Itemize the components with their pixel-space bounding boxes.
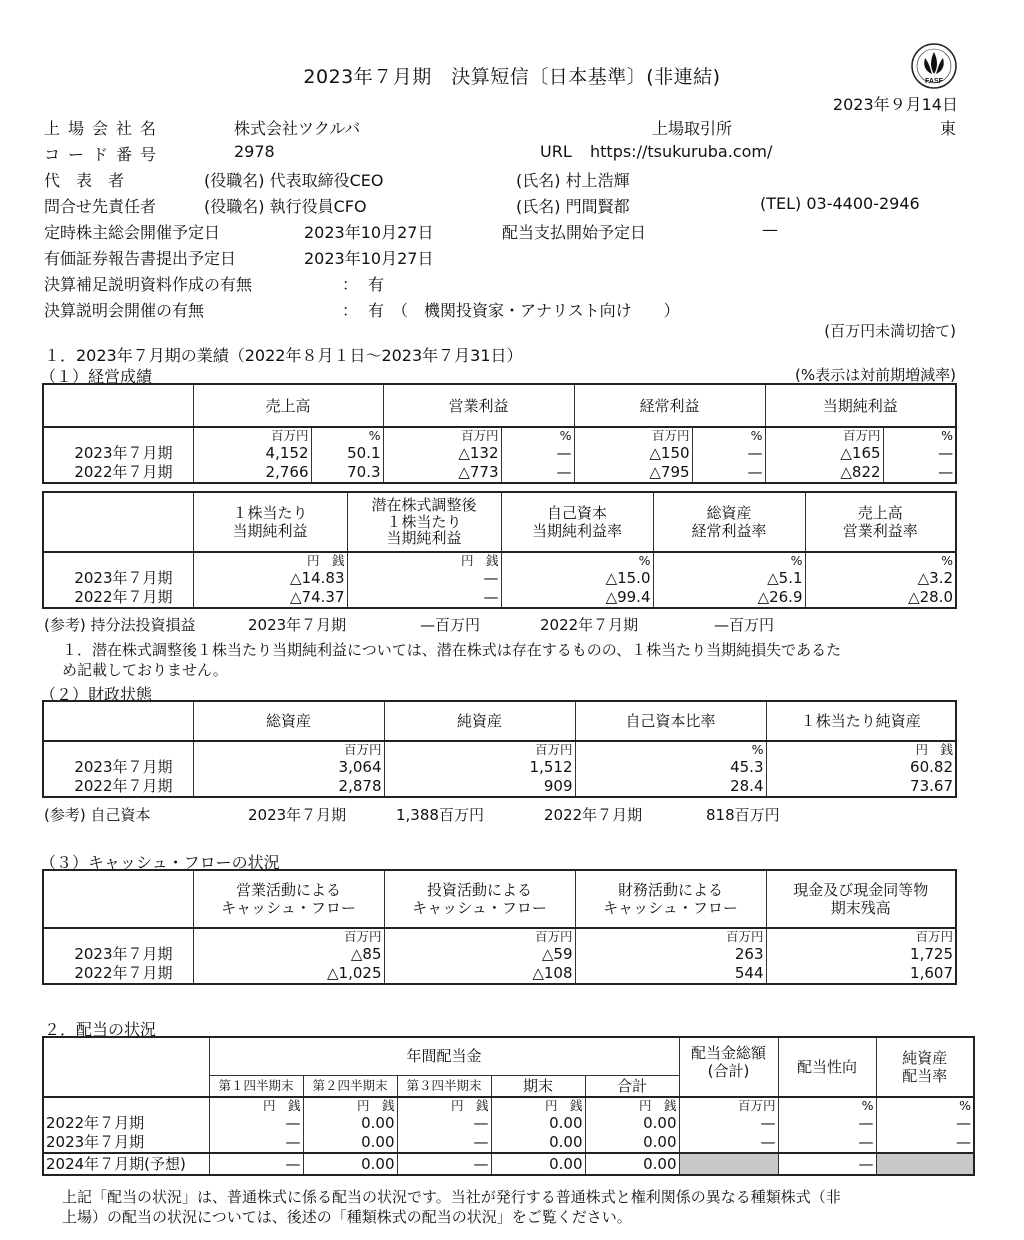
dividend-start-value: — [762, 220, 778, 239]
total-assets-cell: 百万円 3,064 2,878 [193, 741, 384, 797]
equity-ref-value1: 1,388百万円 [396, 806, 484, 824]
cashflow-title: （３）キャッシュ・フローの状況 [40, 853, 280, 872]
operating-amount-cell: 百万円 △132 △773 [383, 427, 501, 483]
corner-cell [43, 1037, 209, 1097]
url-label: URL [540, 142, 572, 161]
document-title: 2023年７月期 決算短信〔日本基準〕(非連結) [303, 66, 721, 88]
contact-title: (役職名) 執行役員CFO [204, 197, 367, 216]
col-header-total: 合計 [585, 1075, 679, 1097]
col-header-net-profit: 当期純利益 [765, 384, 956, 427]
footnote-line2: め記載しておりません。 [62, 661, 228, 679]
col-header-payout-ratio: 配当性向 [778, 1037, 876, 1097]
col-header-bps: １株当たり純資産 [766, 701, 956, 741]
corner-cell [43, 492, 193, 552]
col-header-q3: 第３四半期末 [397, 1075, 491, 1097]
section1-title: １．2023年７月期の業績（2022年８月１日～2023年７月31日） [44, 346, 523, 365]
col-header-total-assets: 総資産 [193, 701, 384, 741]
dividend-note-line2: 上場）の配当の状況については、後述の「種類株式の配当の状況」をご覧ください。 [62, 1208, 632, 1226]
code-label: コード番号 [44, 145, 165, 164]
col-header-cash-balance: 現金及び現金同等物 期末残高 [766, 870, 956, 928]
period-label: 2023年７月期 [74, 444, 173, 462]
col-header-roa: 総資産 経常利益率 [653, 492, 805, 552]
briefing-colon: ： [342, 301, 359, 320]
q2-cell: 円 銭 0.00 0.00 [303, 1097, 397, 1153]
fasf-seal-icon [910, 42, 958, 90]
col-header-operating-profit: 営業利益 [383, 384, 574, 427]
col-header-q2: 第２四半期末 [303, 1075, 397, 1097]
q3-cell: 円 銭 — — [397, 1097, 491, 1153]
percent-note: (%表示は対前期増減率) [795, 366, 956, 384]
row-labels: 2022年７月期 2023年７月期 [43, 1097, 209, 1153]
bps-cell: 円 銭 60.82 73.67 [766, 741, 956, 797]
col-header-eps: １株当たり 当期純利益 [193, 492, 347, 552]
roa-cell: % △5.1 △26.9 [653, 552, 805, 608]
forecast-doe-shaded [876, 1153, 974, 1175]
report-filing-date: 2023年10月27日 [304, 249, 434, 268]
supplementary-material-value: 有 [368, 275, 385, 294]
forecast-q2: 0.00 [303, 1153, 397, 1175]
report-filing-label: 有価証券報告書提出予定日 [44, 249, 237, 268]
agm-date: 2023年10月27日 [304, 223, 434, 242]
ordinary-pct-cell: % — — [692, 427, 765, 483]
company-name-label: 上場会社名 [44, 119, 165, 138]
net-pct-cell: % — — [883, 427, 956, 483]
row-labels [43, 427, 193, 483]
operating-pct-cell: % — — [501, 427, 574, 483]
total-dividend-cell: 百万円 — — [679, 1097, 778, 1153]
operating-results-table [42, 383, 957, 484]
forecast-period: 2024年７月期(予想) [43, 1153, 209, 1175]
financing-cf-cell: 百万円 263 544 [575, 928, 766, 984]
period-label: 2022年７月期 [74, 463, 173, 481]
eps-cell: 円 銭 △14.83 △74.37 [193, 552, 347, 608]
representative-name: (氏名) 村上浩輝 [516, 171, 630, 190]
total-cell: 円 銭 0.00 0.00 [585, 1097, 679, 1153]
dividend-table [42, 1036, 975, 1176]
investing-cf-cell: 百万円 △59 △108 [384, 928, 575, 984]
stock-code: 2978 [234, 142, 275, 161]
company-name: 株式会社ツクルバ [234, 119, 361, 138]
corner-cell [43, 701, 193, 741]
operating-results-title: （１）経営成績 [40, 367, 153, 386]
row-labels: 2023年７月期 2022年７月期 [43, 552, 193, 608]
cashflow-table [42, 869, 957, 985]
col-header-annual-dividend: 年間配当金 [209, 1037, 679, 1075]
sales-pct-cell: % 50.1 70.3 [311, 427, 383, 483]
col-header-equity-ratio: 自己資本比率 [575, 701, 766, 741]
col-header-operating-margin: 売上高 営業利益率 [805, 492, 956, 552]
equity-method-ref-period1: 2023年７月期 [248, 616, 347, 634]
col-header-ordinary-profit: 経常利益 [574, 384, 765, 427]
operating-margin-cell: % △3.2 △28.0 [805, 552, 956, 608]
cash-balance-cell: 百万円 1,725 1,607 [766, 928, 956, 984]
corner-cell [43, 870, 193, 928]
report-date: 2023年９月14日 [832, 95, 958, 114]
briefing-label: 決算説明会開催の有無 [44, 301, 205, 320]
row-labels: 2023年７月期 2022年７月期 [43, 741, 193, 797]
per-share-table [42, 491, 957, 609]
col-header-operating-cf: 営業活動による キャッシュ・フロー [193, 870, 384, 928]
equity-ref-value2: 818百万円 [706, 806, 780, 824]
forecast-year-end: 0.00 [491, 1153, 585, 1175]
equity-method-ref-value2: —百万円 [714, 616, 775, 634]
equity-ratio-cell: % 45.3 28.4 [575, 741, 766, 797]
footnote-line1: １．潜在株式調整後１株当たり当期純利益については、潜在株式は存在するものの、１株当たり当期純損失であるた [62, 641, 842, 659]
equity-method-ref-label: (参考) 持分法投資損益 [44, 616, 196, 634]
forecast-row [43, 1153, 974, 1175]
col-header-sales: 売上高 [193, 384, 383, 427]
supplementary-material-label: 決算補足説明資料作成の有無 [44, 275, 253, 294]
sales-amount-cell: 百万円 4,152 2,766 [193, 427, 311, 483]
col-header-diluted-eps: 潜在株式調整後 １株当たり 当期純利益 [347, 492, 501, 552]
contact-tel: (TEL) 03-4400-2946 [760, 194, 920, 213]
forecast-payout-ratio: — [778, 1153, 876, 1175]
row-labels: 2023年７月期 2022年７月期 [43, 928, 193, 984]
year-end-cell: 円 銭 0.00 0.00 [491, 1097, 585, 1153]
financial-position-table [42, 700, 957, 798]
corner-cell [43, 384, 193, 427]
payout-ratio-cell: % — — [778, 1097, 876, 1153]
col-header-doe: 純資産 配当率 [876, 1037, 974, 1097]
exchange-label: 上場取引所 [652, 119, 733, 138]
col-header-q1: 第１四半期末 [209, 1075, 303, 1097]
col-header-financing-cf: 財務活動による キャッシュ・フロー [575, 870, 766, 928]
contact-name: (氏名) 門間賢都 [516, 197, 630, 216]
doe-cell: % — — [876, 1097, 974, 1153]
forecast-q3: — [397, 1153, 491, 1175]
rounding-note: (百万円未満切捨て) [824, 322, 956, 340]
forecast-q1: — [209, 1153, 303, 1175]
equity-ref-label: (参考) 自己資本 [44, 806, 151, 824]
company-url[interactable]: https://tsukuruba.com/ [590, 142, 773, 161]
diluted-eps-cell: 円 銭 — — [347, 552, 501, 608]
dividend-start-label: 配当支払開始予定日 [502, 223, 647, 242]
ordinary-amount-cell: 百万円 △150 △795 [574, 427, 692, 483]
forecast-total: 0.00 [585, 1153, 679, 1175]
section2-title: ２．配当の状況 [44, 1020, 157, 1039]
q1-cell: 円 銭 — — [209, 1097, 303, 1153]
svg-text:FASF: FASF [925, 78, 943, 85]
col-header-roe: 自己資本 当期純利益率 [501, 492, 653, 552]
net-assets-cell: 百万円 1,512 909 [384, 741, 575, 797]
supplementary-colon: ： [342, 275, 359, 294]
col-header-investing-cf: 投資活動による キャッシュ・フロー [384, 870, 575, 928]
col-header-year-end: 期末 [491, 1075, 585, 1097]
net-amount-cell: 百万円 △165 △822 [765, 427, 883, 483]
operating-cf-cell: 百万円 △85 △1,025 [193, 928, 384, 984]
dividend-note-line1: 上記「配当の状況」は、普通株式に係る配当の状況です。当社が発行する普通株式と権利関係の異なる種類株式（非 [62, 1188, 841, 1206]
equity-method-ref-value1: —百万円 [420, 616, 481, 634]
forecast-total-dividend-shaded [679, 1153, 778, 1175]
col-header-total-dividend: 配当金総額 (合計) [679, 1037, 778, 1097]
financial-position-title: （２）財政状態 [40, 685, 153, 704]
representative-title: (役職名) 代表取締役CEO [204, 171, 384, 190]
exchange-value: 東 [940, 119, 957, 138]
contact-label: 問合せ先責任者 [44, 197, 157, 216]
equity-ref-period2: 2022年７月期 [544, 806, 643, 824]
col-header-net-assets: 純資産 [384, 701, 575, 741]
equity-method-ref-period2: 2022年７月期 [540, 616, 639, 634]
equity-ref-period1: 2023年７月期 [248, 806, 347, 824]
briefing-value: 有 （ 機関投資家・アナリスト向け ） [368, 301, 680, 320]
roe-cell: % △15.0 △99.4 [501, 552, 653, 608]
representative-label: 代 表 者 [44, 171, 125, 190]
agm-label: 定時株主総会開催予定日 [44, 223, 221, 242]
